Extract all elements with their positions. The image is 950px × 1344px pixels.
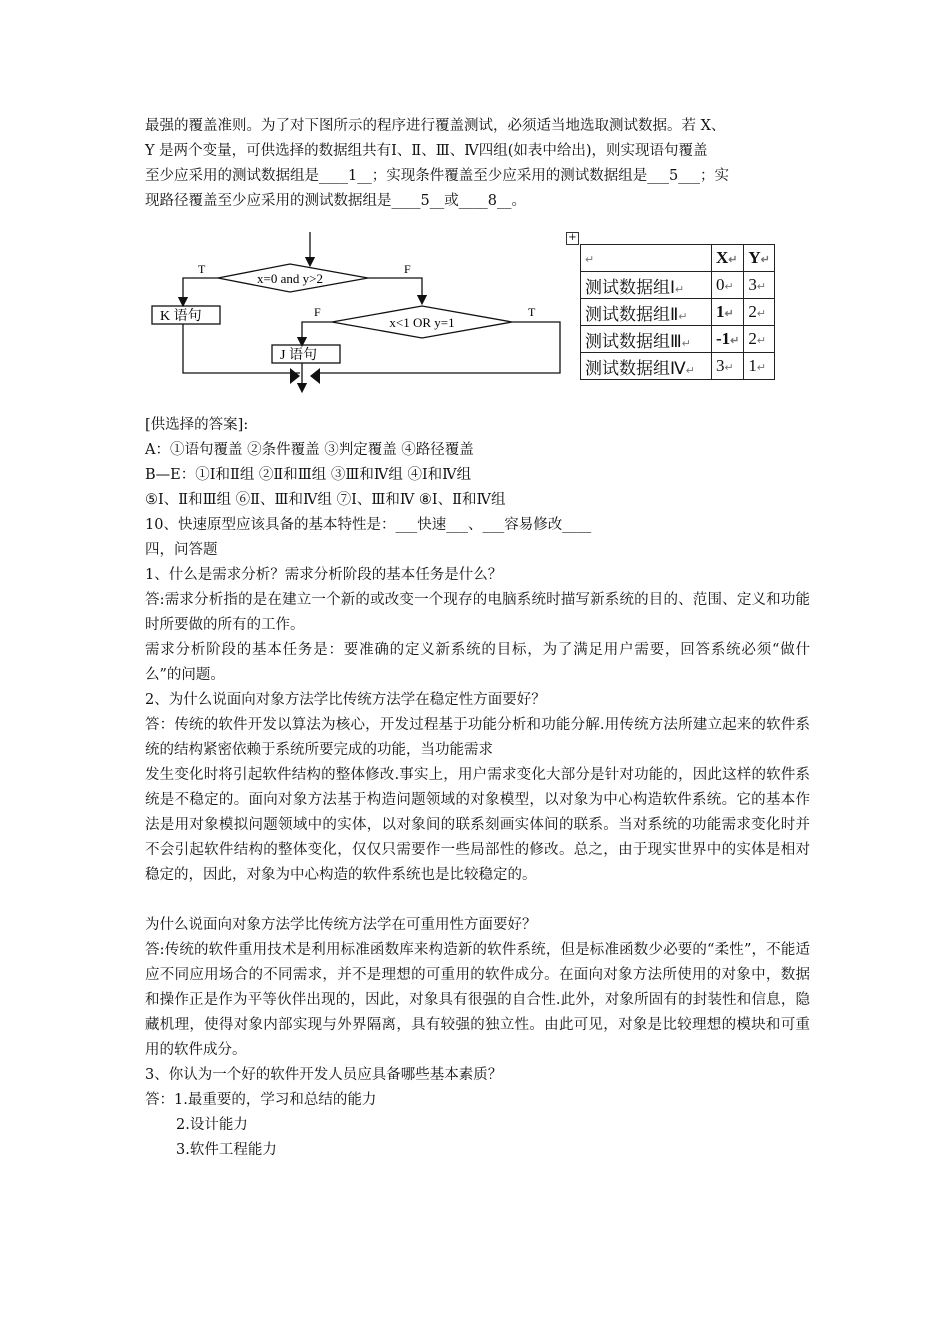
- decision1-true-label: T: [198, 262, 206, 276]
- cell-y: 2: [748, 302, 757, 321]
- answer-3-item1: 答：1.最重要的，学习和总结的能力: [145, 1092, 377, 1108]
- answer-2-part2: 发生变化时将引起软件结构的整体修改.事实上，用户需求变化大部分是针对功能的，因此这样的软件系统是不稳定的。面向对象方法基于构造问题领域的对象模型，以对象为中心构造软件系统。它的基本作法是用对象模拟问题领域中的实体，以对象间的联系刻画实体间的联系。当对系统的功能需求变化时并不会引起软件结构的整体变化，仅仅只需要作一些局部性的修改。总之，由于现实世界中的实体是相对稳定的，因此，对象为中心构造的软件系统也是比较稳定的。: [145, 767, 810, 883]
- j-statement-label: J 语句: [280, 348, 317, 363]
- k-statement-label: K 语句: [160, 309, 202, 324]
- question-2: 2、为什么说面向对象方法学比传统方法学在稳定性方面要好？: [145, 692, 546, 708]
- question-3: 3、你认为一个好的软件开发人员应具备哪些基本素质？: [145, 1067, 503, 1083]
- decision2-label: x<1 OR y=1: [389, 315, 455, 330]
- cell-x: 0: [716, 275, 725, 294]
- row-name: 测试数据组Ⅱ: [585, 304, 679, 324]
- cell-y: 3: [748, 275, 757, 294]
- intro-line: Y 是两个变量，可供选择的数据组共有Ⅰ、Ⅱ、Ⅲ、Ⅳ四组(如表中给出)，则实现语句覆盖: [145, 143, 708, 159]
- row-name: 测试数据组Ⅲ: [585, 331, 682, 351]
- table-row: 测试数据组Ⅳ↵ 3↵ 1↵: [581, 353, 775, 380]
- answers-a: A：①语句覆盖 ②条件覆盖 ③判定覆盖 ④路径覆盖: [145, 442, 474, 458]
- answer-3-item2: 2.设计能力: [176, 1117, 248, 1133]
- answer-2-part3: 答:传统的软件重用技术是利用标准函数库来构造新的软件系统，但是标准函数少必要的“柔性”，不能适应不同应用场合的不同需求，并不是理想的可重用的软件成分。在面向对象方法所使用的对象中，数据和操作正是作为平等伙伴出现的，因此，对象具有很强的自合性.此外，对象所固有的封装性和信息，隐藏机理，使得对象内部实现与外界隔离，具有较强的独立性。由此可见，对象是比较理想的模块和可重用的软件成分。: [145, 942, 810, 1058]
- table-row: 测试数据组Ⅰ↵ 0↵ 3↵: [581, 272, 775, 299]
- row-name: 测试数据组Ⅳ: [585, 358, 686, 378]
- table-header-row: ↵ X↵ Y↵: [581, 245, 775, 272]
- question-1: 1、什么是需求分析？需求分析阶段的基本任务是什么？: [145, 567, 503, 583]
- cell-x: -1: [716, 329, 731, 348]
- cell-x: 3: [716, 356, 725, 375]
- table-move-handle-icon[interactable]: +: [566, 232, 579, 245]
- answer-2-part1: 答：传统的软件开发以算法为核心，开发过程基于功能分析和功能分解.用传统方法所建立起来的软件系统的结构紧密依赖于系统所要完成的功能，当功能需求: [145, 717, 810, 758]
- intro-line: 至少应采用的测试数据组是____1__；实现条件覆盖至少应采用的测试数据组是___5___；实: [145, 168, 729, 184]
- table-row: 测试数据组Ⅱ↵ 1↵ 2↵: [581, 299, 775, 326]
- flowchart-diagram: [150, 228, 570, 398]
- test-data-table: [580, 244, 775, 380]
- header-y: Y: [748, 248, 761, 267]
- answer-3-item3: 3.软件工程能力: [176, 1142, 277, 1158]
- decision2-true-label: T: [528, 305, 536, 319]
- answers-be1: B—E：①Ⅰ和Ⅱ组 ②Ⅱ和Ⅲ组 ③Ⅲ和Ⅳ组 ④Ⅰ和Ⅳ组: [145, 467, 472, 483]
- answers-be2: ⑤Ⅰ、Ⅱ和Ⅲ组 ⑥Ⅱ、Ⅲ和Ⅳ组 ⑦Ⅰ、Ⅲ和Ⅳ ⑧Ⅰ、Ⅱ和Ⅳ组: [145, 492, 506, 508]
- answers-title: [供选择的答案]:: [145, 417, 249, 433]
- cell-x: 1: [716, 302, 725, 321]
- decision1-label: x=0 and y>2: [257, 271, 323, 286]
- decision2-false-label: F: [314, 305, 321, 319]
- question-2b: 为什么说面向对象方法学比传统方法学在可重用性方面要好？: [145, 917, 537, 933]
- intro-line: 最强的覆盖准则。为了对下图所示的程序进行覆盖测试，必须适当地选取测试数据。若 X、: [145, 118, 726, 134]
- table-row: 测试数据组Ⅲ↵ -1↵ 2↵: [581, 326, 775, 353]
- cell-y: 2: [748, 329, 757, 348]
- decision1-false-label: F: [404, 262, 411, 276]
- answer-1-part2: 需求分析阶段的基本任务是：要准确的定义新系统的目标，为了满足用户需要，回答系统必须“做什么”的问题。: [145, 642, 810, 683]
- question-10: 10、快速原型应该具备的基本特性是：___快速___、___容易修改____: [145, 517, 592, 533]
- intro-line: 现路径覆盖至少应采用的测试数据组是____5__或____8__。: [145, 193, 526, 209]
- test-data-table-container: [566, 232, 775, 380]
- section-heading: 四，问答题: [145, 542, 218, 558]
- header-x: X: [716, 248, 729, 267]
- row-name: 测试数据组Ⅰ: [585, 277, 676, 297]
- answer-1-part1: 答:需求分析指的是在建立一个新的或改变一个现存的电脑系统时描写新系统的目的、范围、定义和功能时所要做的所有的工作。: [145, 592, 810, 633]
- cell-y: 1: [748, 356, 757, 375]
